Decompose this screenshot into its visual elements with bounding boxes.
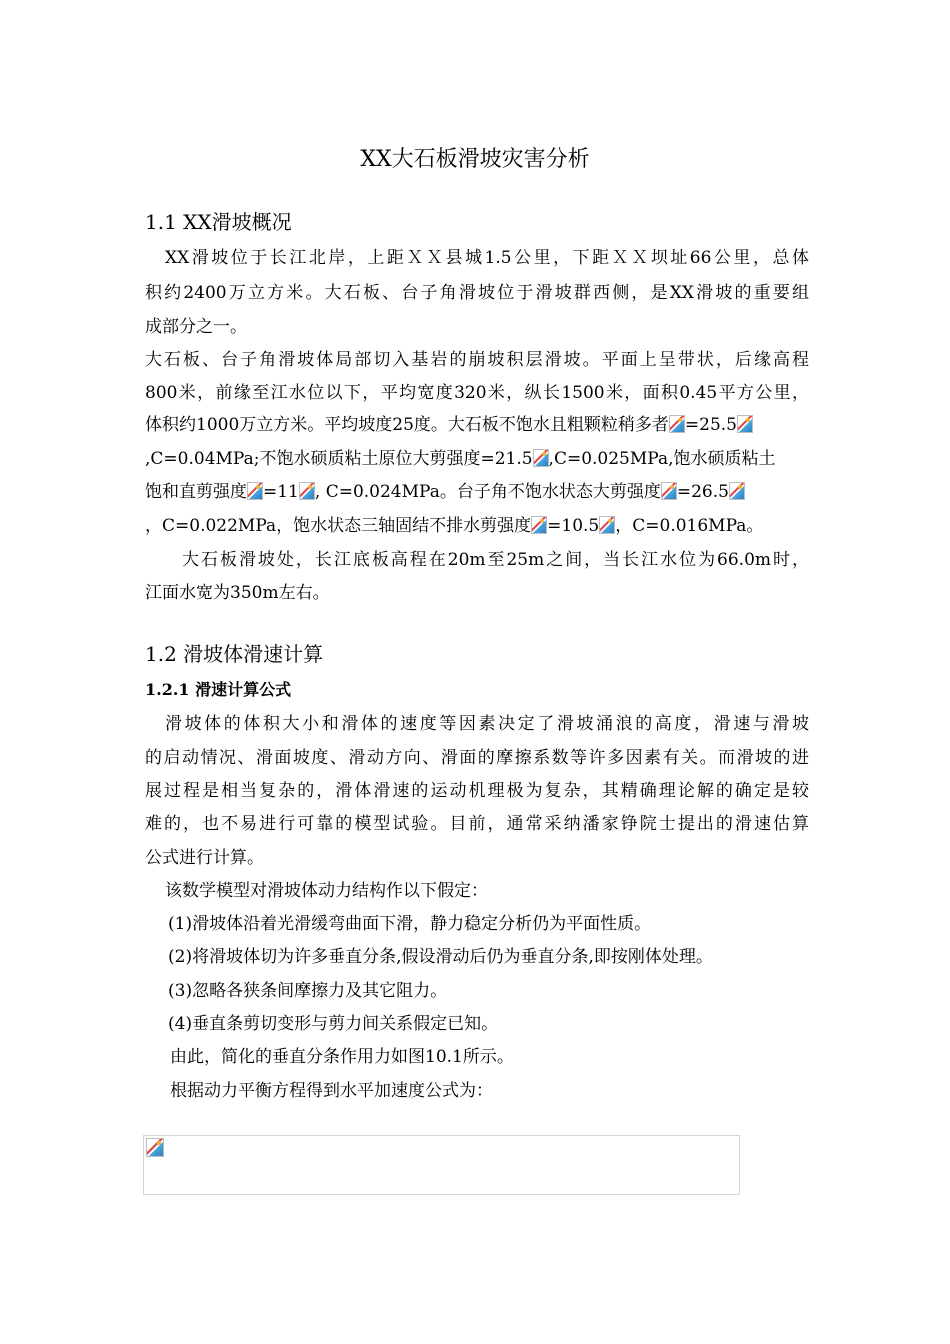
section-heading-1-1: 1.1 XX滑坡概况 (145, 210, 292, 234)
broken-image-icon (599, 516, 615, 534)
list-item: (2)将滑坡体切为许多垂直分条,假设滑动后仍为垂直分条,即按刚体处理。 (168, 947, 713, 967)
paragraph-line: XX滑坡位于长江北岸，上距ＸＸ县城1.5公里，下距ＸＸ坝址66公里，总体 (165, 248, 809, 268)
broken-image-icon (737, 415, 753, 433)
list-item: (4)垂直条剪切变形与剪力间关系假定已知。 (168, 1014, 499, 1034)
paragraph-line: 展过程是相当复杂的，滑体滑速的运动机理极为复杂，其精确理论解的确定是较 (145, 781, 809, 801)
paragraph-line: 大石板、台子角滑坡体局部切入基岩的崩坡积层滑坡。平面上呈带状，后缘高程 (145, 350, 809, 370)
paragraph-line (145, 448, 809, 470)
paragraph-line: 的启动情况、滑面坡度、滑动方向、滑面的摩擦系数等许多因素有关。而滑坡的进 (145, 748, 809, 768)
paragraph-line: 800米，前缘至江水位以下，平均宽度320米，纵长1500米，面积0.45平方公里， (145, 383, 809, 403)
paragraph-line (145, 414, 809, 436)
broken-image-icon (729, 482, 745, 500)
document-title: XX大石板滑坡灾害分析 (360, 147, 590, 172)
text-run: =25.5 (684, 415, 738, 435)
broken-image-icon (299, 482, 315, 500)
broken-image-icon (533, 449, 549, 467)
text-run: =11 (263, 482, 299, 502)
text-run: ，C=0.022MPa，饱水状态三轴固结不排水剪强度 (145, 516, 532, 536)
broken-image-icon (247, 482, 263, 500)
broken-image-icon (661, 482, 677, 500)
paragraph-line: 江面水宽为350m左右。 (145, 583, 330, 603)
list-item: (1)滑坡体沿着光滑缓弯曲面下滑，静力稳定分析仍为平面性质。 (168, 914, 652, 934)
paragraph-line: 由此，简化的垂直分条作用力如图10.1所示。 (170, 1047, 514, 1067)
text-run: 体积约1000万立方米。平均坡度25度。大石板不饱水且粗颗粒稍多者 (145, 415, 669, 435)
text-run: , C=0.024MPa。台子角不饱水状态大剪强度 (314, 482, 661, 502)
paragraph-line: 该数学模型对滑坡体动力结构作以下假定： (165, 881, 488, 901)
text-run: ，C=0.016MPa。 (615, 516, 764, 536)
formula-image-frame (143, 1135, 740, 1195)
paragraph-line (145, 515, 809, 537)
broken-image-icon (669, 415, 685, 433)
paragraph-line: 大石板滑坡处，长江底板高程在20m至25m之间，当长江水位为66.0m时， (182, 550, 809, 570)
paragraph-line (145, 481, 809, 503)
section-heading-1-2: 1.2 滑坡体滑速计算 (145, 642, 324, 666)
paragraph-line: 根据动力平衡方程得到水平加速度公式为： (170, 1081, 493, 1101)
text-run: =10.5 (547, 516, 600, 536)
paragraph-line: 成部分之一。 (145, 317, 247, 337)
paragraph-line: 难的，也不易进行可靠的模型试验。目前，通常采纳潘家铮院士提出的滑速估算 (145, 814, 809, 834)
paragraph-line: 公式进行计算。 (145, 848, 264, 868)
paragraph-line: 积约2400万立方米。大石板、台子角滑坡位于滑坡群西侧，是XX滑坡的重要组 (145, 283, 809, 303)
paragraph-line: 滑坡体的体积大小和滑体的速度等因素决定了滑坡涌浪的高度，滑速与滑坡 (165, 714, 809, 734)
text-run: 饱和直剪强度 (145, 482, 247, 502)
text-run: ,C=0.025MPa,饱水硕质粘土 (548, 449, 776, 469)
list-item: (3)忽略各狭条间摩擦力及其它阻力。 (168, 981, 448, 1001)
broken-image-icon (531, 516, 547, 534)
subsection-heading-1-2-1: 1.2.1 滑速计算公式 (145, 680, 292, 699)
broken-image-icon (146, 1138, 164, 1157)
text-run: =26.5 (676, 482, 729, 502)
text-run: ,C=0.04MPa;不饱水硕质粘土原位大剪强度=21.5 (145, 449, 533, 469)
